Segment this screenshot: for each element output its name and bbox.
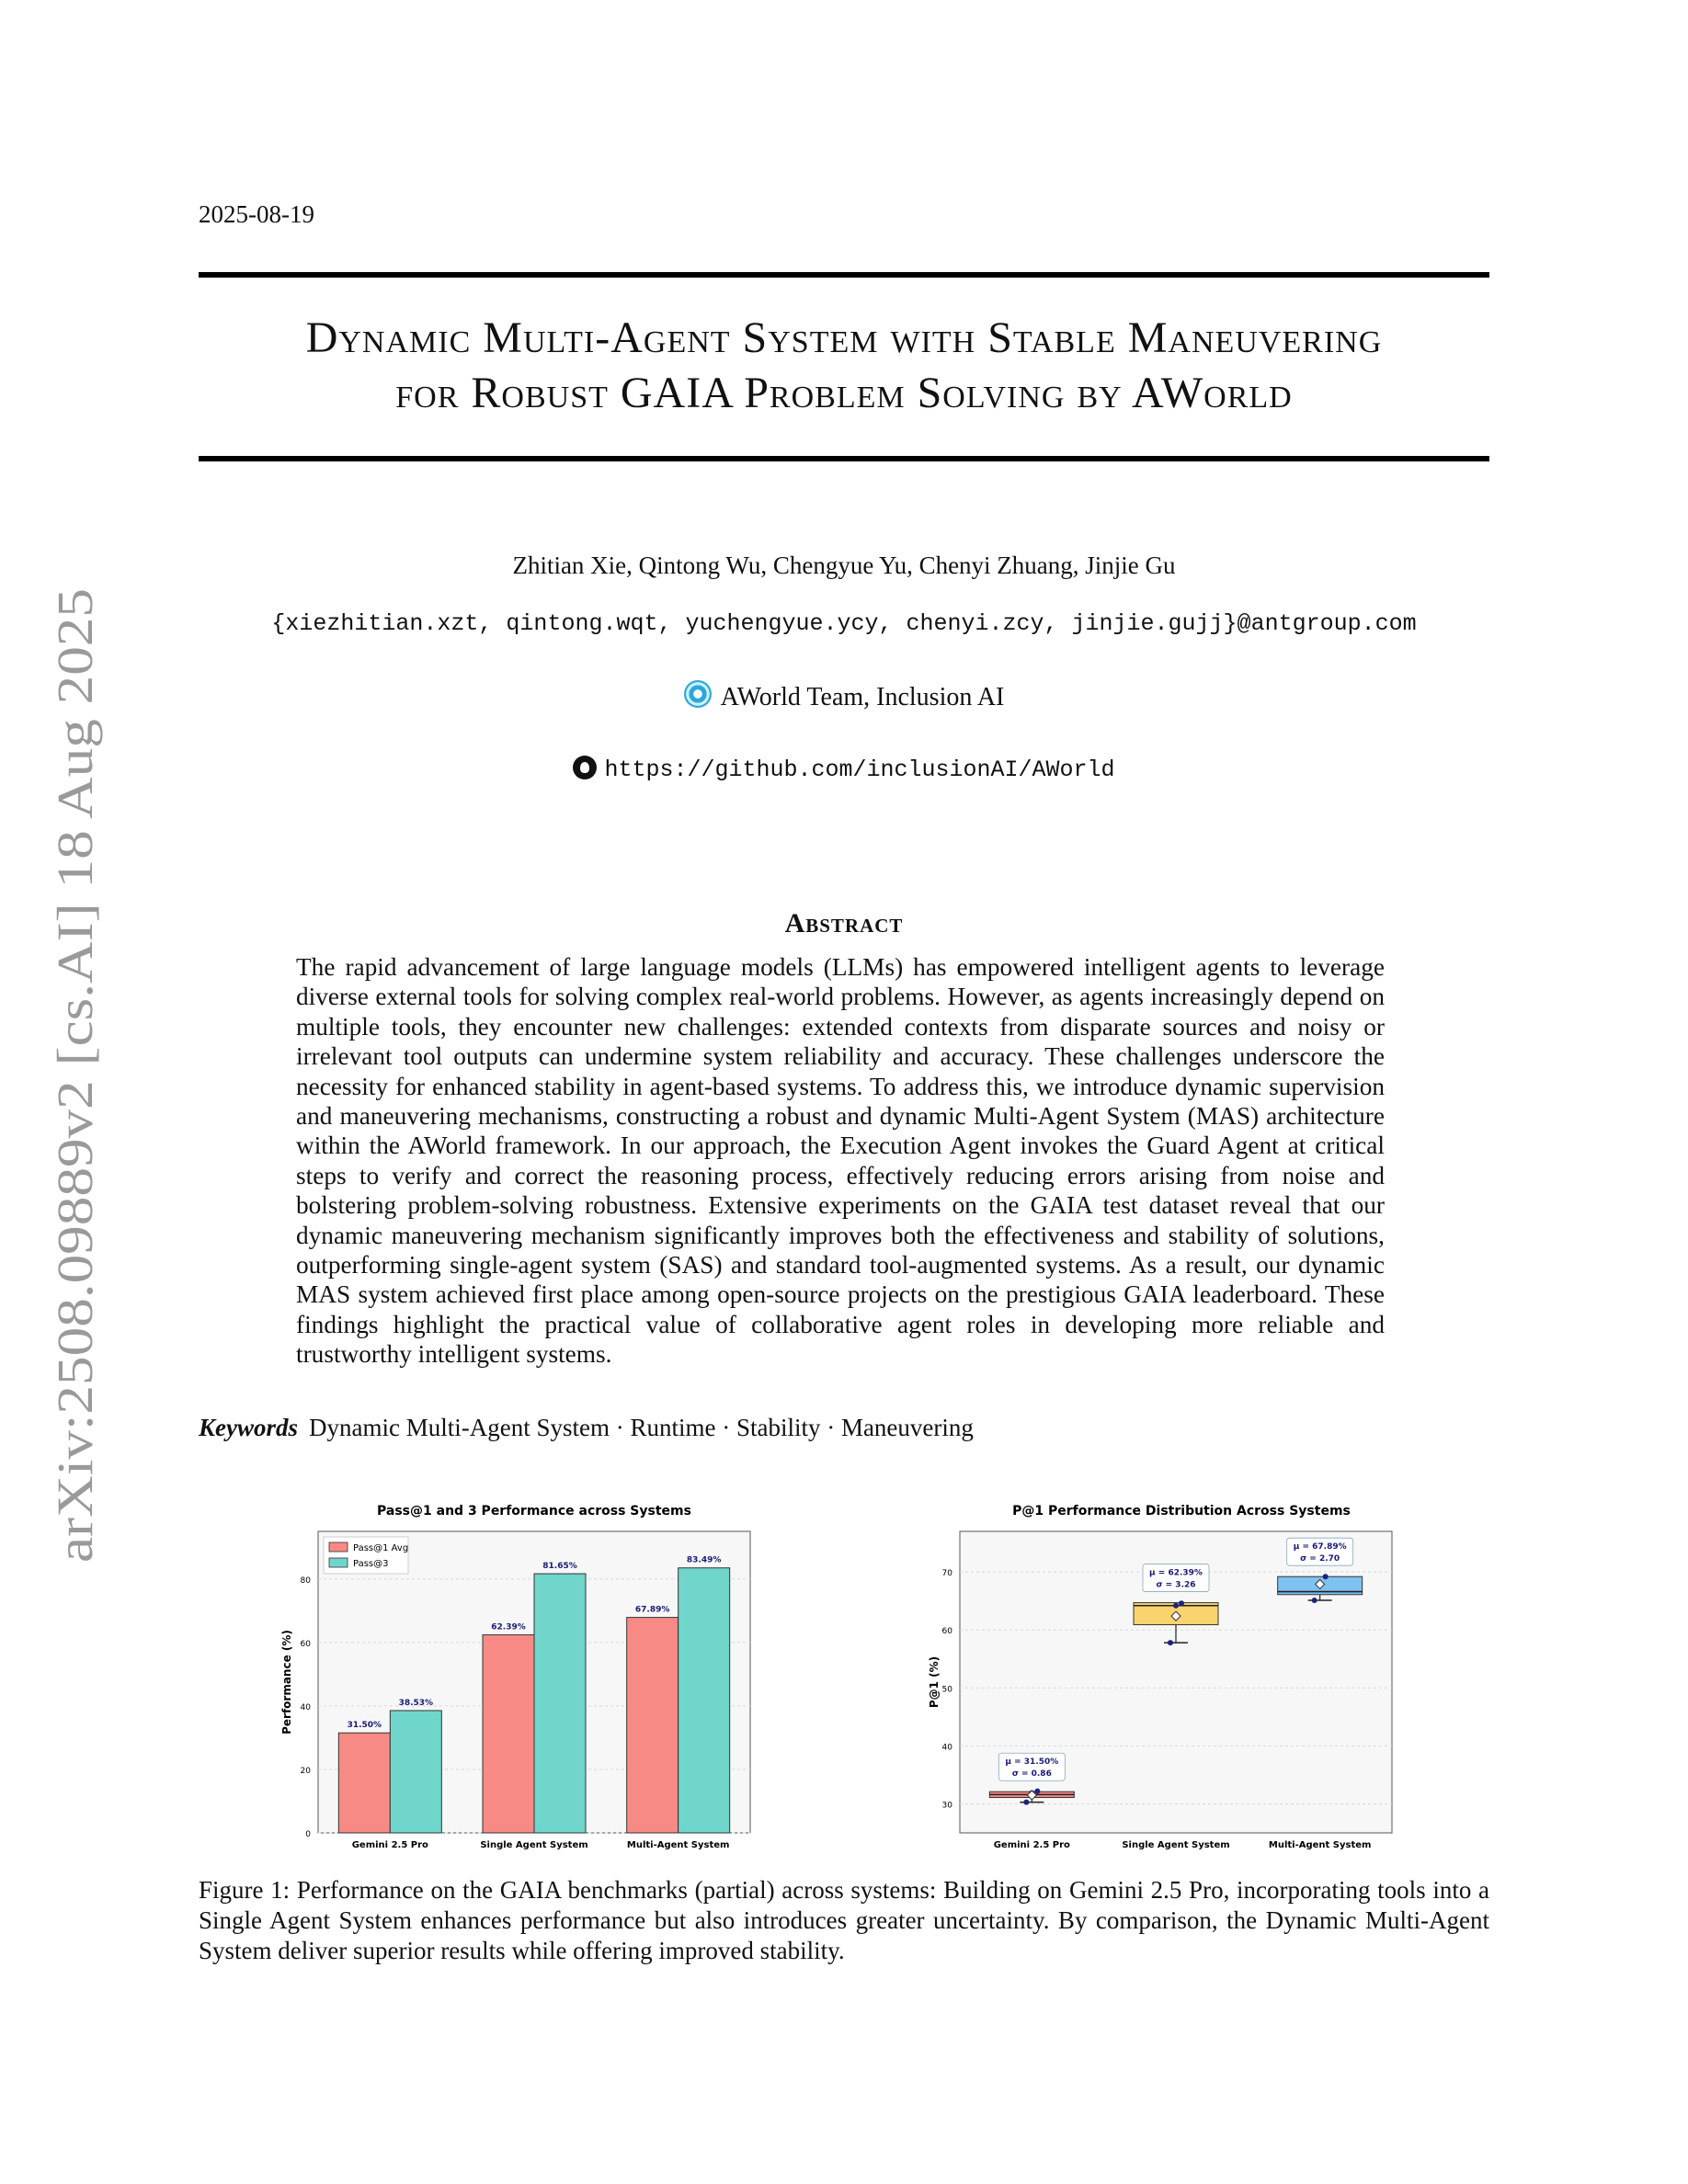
bar-x-tick-label: Single Agent System	[480, 1840, 588, 1850]
box-chart-y-ticks	[942, 1569, 953, 1810]
bar-y-tick-label: 20	[300, 1766, 311, 1776]
box-x-tick-label: Gemini 2.5 Pro	[993, 1840, 1070, 1850]
box-y-tick-label: 40	[941, 1743, 952, 1753]
box-mu-label: μ = 67.89%	[1293, 1542, 1347, 1553]
box-y-tick-label: 70	[941, 1569, 952, 1579]
bar-pass1-1	[483, 1635, 534, 1833]
box-point	[1323, 1574, 1329, 1579]
paper-date: 2025-08-19	[199, 200, 314, 228]
box-y-tick-label: 60	[941, 1627, 952, 1637]
box-mu-label: μ = 31.50%	[1005, 1757, 1059, 1768]
bar-x-tick-label: Gemini 2.5 Pro	[351, 1840, 428, 1850]
bar-pass3-1	[534, 1574, 586, 1833]
box-chart	[919, 1493, 1416, 1860]
github-link[interactable]	[199, 756, 1489, 783]
box-point	[1312, 1598, 1317, 1603]
bar-y-tick-label: 60	[300, 1639, 311, 1649]
box-sigma-label: σ = 3.26	[1156, 1580, 1196, 1590]
box-x-tick-label: Multi-Agent System	[1268, 1840, 1372, 1850]
box-point	[1168, 1640, 1173, 1645]
box-y-tick-label: 30	[941, 1801, 952, 1811]
box-point	[1179, 1600, 1184, 1606]
bar-pass3-0	[390, 1711, 441, 1833]
affiliation	[199, 680, 1489, 712]
box-0	[989, 1753, 1074, 1804]
bar-data-label: 67.89%	[634, 1605, 670, 1615]
box-chart-ylabel: P@1 (%)	[928, 1655, 941, 1709]
bar-chart-x-ticks	[352, 1840, 730, 1850]
abstract-text: The rapid advancement of large language models (LLMs) has empowered intelligent agents to leverage diverse external tools for solving complex real-world problems. However, as agents increasingly depend on multiple tools, they encounter new challenges: extended contexts from disparate sources and noisy or irrelevant tool outputs can undermine system reliability and accuracy. These challenges underscore the necessity for enhanced stability in agent-based systems. To address this, we introduce dynamic supervision and maneuvering mechanisms, constructing a robust and dynamic Multi-Agent System (MAS) architecture within the AWorld framework. In our approach, the Execution Agent invokes the Guard Agent at critical steps to verify and correct the reasoning process, effectively reducing errors arising from noise and bolstering problem-solving robustness. Extensive experiments on the GAIA test dataset reveal that our dynamic maneuvering mechanism significantly improves both the effectiveness and stability of solutions, outperforming single-agent system (SAS) and standard tool-augmented systems. As a result, our dynamic MAS system achieved first place among open-source projects on the prestigious GAIA leaderboard. These findings highlight the practical value of collaborative agent roles in developing more reliable and trustworthy intelligent systems.	[296, 953, 1385, 1369]
box-point	[1173, 1603, 1179, 1609]
bar-chart	[272, 1493, 769, 1860]
bar-data-label: 81.65%	[542, 1562, 577, 1572]
bar-chart-title: Pass@1 and 3 Performance across Systems	[377, 1504, 691, 1519]
bar-data-label: 38.53%	[398, 1698, 434, 1708]
bar-chart-ylabel: Performance (%)	[280, 1630, 293, 1735]
arxiv-stamp	[37, 588, 110, 1581]
bar-pass1-2	[627, 1618, 679, 1833]
bar-y-tick-label: 0	[305, 1830, 311, 1839]
legend-label-pass1: Pass@1 Avg	[353, 1543, 409, 1553]
bar-x-tick-label: Multi-Agent System	[626, 1840, 730, 1850]
github-icon	[573, 756, 597, 779]
legend-swatch-pass3	[329, 1558, 348, 1567]
author-list: Zhitian Xie, Qintong Wu, Chengyue Yu, Chenyi Zhuang, Jinjie Gu	[512, 552, 1176, 579]
author-emails: {xiezhitian.xzt, qintong.wqt, yuchengyue.ycy, chenyi.zcy, jinjie.gujj}@antgroup.com	[271, 610, 1417, 637]
bar-data-label: 83.49%	[686, 1555, 722, 1565]
legend-swatch-pass1	[329, 1542, 348, 1552]
bar-y-tick-label: 40	[300, 1702, 311, 1712]
paper-title	[199, 311, 1489, 421]
title-line-1: Dynamic Multi-Agent System with Stable Maneuvering	[305, 313, 1383, 362]
box-y-tick-label: 50	[941, 1685, 952, 1695]
box-point	[1023, 1800, 1029, 1805]
box-mu-label: μ = 62.39%	[1149, 1568, 1203, 1578]
figure-caption: Figure 1: Performance on the GAIA benchmarks (partial) across systems: Building on Gemini 2.5 Pro, incorporating tools into a Single Agent System enhances performance but also introduces greater uncertainty. By comparison, the Dynamic Multi-Agent System deliver superior results while offering improved stability.	[199, 1876, 1489, 1964]
affiliation-text: AWorld Team, Inclusion AI	[720, 683, 1005, 711]
box-chart-x-ticks	[994, 1840, 1372, 1850]
title-line-2: for Robust GAIA Problem Solving by AWorld	[395, 369, 1293, 417]
box-sigma-label: σ = 2.70	[1300, 1554, 1340, 1564]
bar-data-label: 31.50%	[347, 1721, 382, 1731]
title-rule-top	[199, 272, 1489, 278]
aworld-logo-icon	[684, 680, 712, 708]
box-point	[1034, 1789, 1040, 1794]
bar-data-label: 62.39%	[491, 1622, 526, 1632]
title-rule-bottom	[199, 456, 1489, 461]
bar-chart-legend	[324, 1537, 408, 1574]
box-x-tick-label: Single Agent System	[1122, 1840, 1230, 1850]
bar-pass3-2	[679, 1568, 730, 1833]
keywords	[199, 1414, 974, 1442]
abstract-heading: Abstract	[784, 908, 904, 938]
keywords-label: Keywords	[199, 1414, 298, 1441]
bar-y-tick-label: 80	[300, 1575, 311, 1586]
arxiv-stamp-text: arXiv:2508.09889v2 [cs.AI] 18 Aug 2025	[47, 714, 103, 1563]
legend-label-pass3: Pass@3	[353, 1559, 389, 1569]
box-chart-title: P@1 Performance Distribution Across Systems	[1012, 1504, 1351, 1519]
bar-pass1-0	[338, 1733, 390, 1833]
box-sigma-label: σ = 0.86	[1011, 1769, 1052, 1780]
keywords-text: Dynamic Multi-Agent System · Runtime · Stability · Maneuvering	[309, 1414, 974, 1441]
github-url[interactable]: https://github.com/inclusionAI/AWorld	[604, 756, 1115, 783]
bar-chart-y-ticks	[301, 1576, 312, 1839]
